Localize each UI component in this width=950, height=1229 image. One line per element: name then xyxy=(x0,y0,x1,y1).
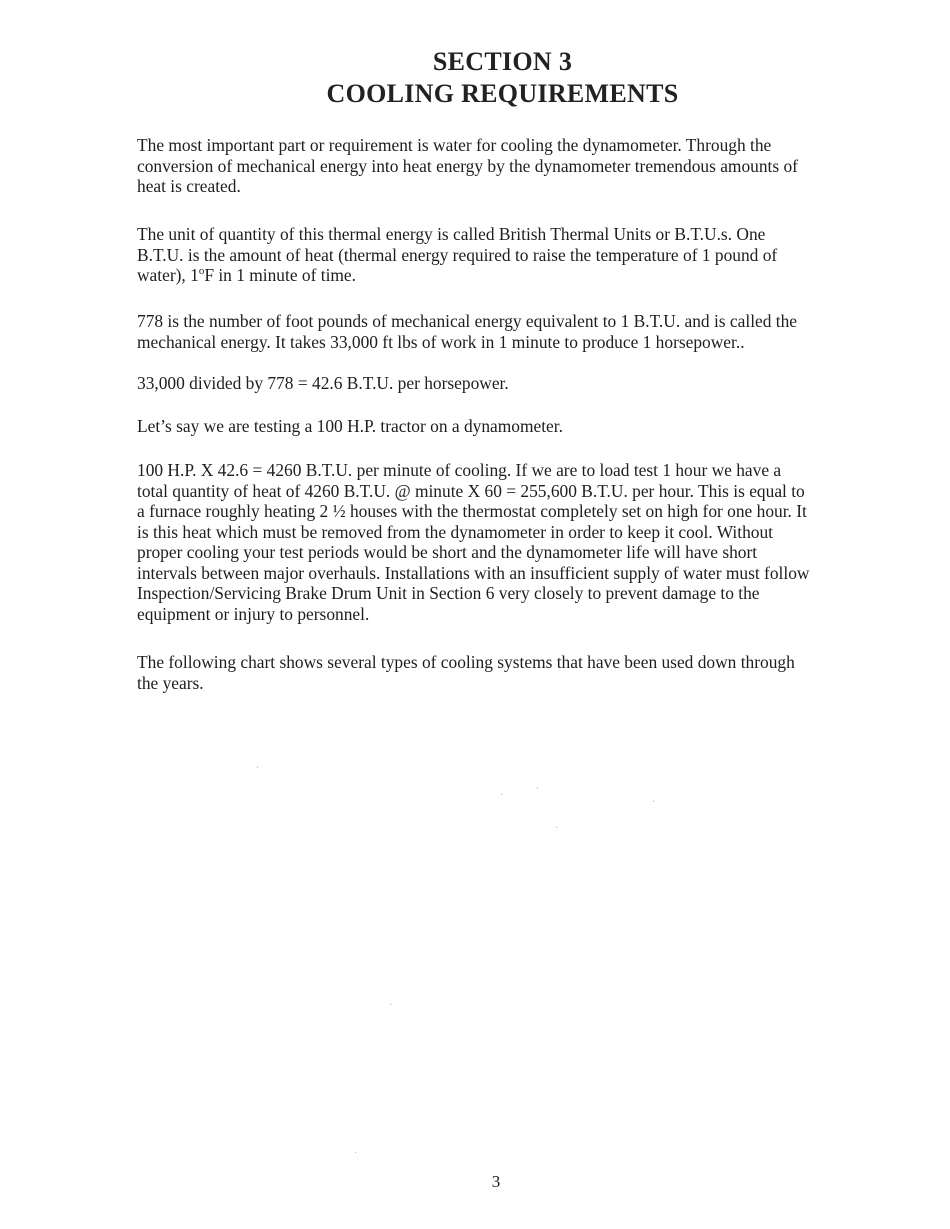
paragraph-tractor-example xyxy=(137,416,872,437)
paragraph-cooling-intro xyxy=(137,135,872,197)
text-fragment: water), 1 xyxy=(137,265,199,285)
scan-speck: · xyxy=(555,823,559,834)
scan-speck: · xyxy=(652,797,656,808)
page-number: 3 xyxy=(491,1172,501,1191)
text-line: 778 is the number of foot pounds of mechanical energy equivalent to 1 B.T.U. and is called the xyxy=(137,311,798,331)
text-line: total quantity of heat of 4260 B.T.U. @ minute X 60 = 255,600 B.T.U. per hour. This is equal to xyxy=(137,480,805,501)
paragraph-btu-per-hp xyxy=(137,373,872,394)
paragraph-foot-pounds xyxy=(137,311,872,352)
text-line: Let’s say we are testing a 100 H.P. tractor on a dynamometer. xyxy=(137,416,563,436)
text-line: conversion of mechanical energy into heat energy by the dynamometer tremendous amounts of xyxy=(137,155,798,176)
scan-speck: · xyxy=(389,1000,393,1011)
text-line: a furnace roughly heating 2 ½ houses with the thermostat completely set on high for one hour. It xyxy=(137,501,807,521)
section-number-heading: SECTION 3 xyxy=(432,47,573,76)
text-line: equipment or injury to personnel. xyxy=(137,603,370,624)
text-line: 100 H.P. X 42.6 = 4260 B.T.U. per minute of cooling. If we are to load test 1 hour we have a xyxy=(137,460,782,480)
section-title-heading: COOLING REQUIREMENTS xyxy=(326,79,679,108)
text-line: mechanical energy. It takes 33,000 ft lbs of work in 1 minute to produce 1 horsepower.. xyxy=(137,331,745,352)
text-line: The most important part or requirement is water for cooling the dynamometer. Through the xyxy=(137,135,772,155)
text-line: B.T.U. is the amount of heat (thermal energy required to raise the temperature of 1 pound of xyxy=(137,244,778,265)
paragraph-load-test-calculation xyxy=(137,460,872,624)
text-line: proper cooling your test periods would be short and the dynamometer life will have short xyxy=(137,542,758,562)
text-line: intervals between major overhauls. Installations with an insufficient supply of water must follow xyxy=(137,562,810,583)
degree-superscript: o xyxy=(198,265,205,278)
text-line: The following chart shows several types of cooling systems that have been used down through xyxy=(137,652,795,672)
text-fragment: F in 1 minute of time. xyxy=(204,265,356,285)
text-line: is this heat which must be removed from the dynamometer in order to keep it cool. Without xyxy=(137,521,774,542)
scan-speck: · xyxy=(256,763,260,774)
scan-speck: · xyxy=(536,784,540,795)
text-line: the years. xyxy=(137,672,204,693)
paragraph-chart-intro xyxy=(137,652,872,693)
paragraph-btu-definition xyxy=(137,224,872,286)
text-line: heat is created. xyxy=(137,176,241,196)
text-line: 33,000 divided by 778 = 42.6 B.T.U. per horsepower. xyxy=(137,373,509,393)
scan-speck: · xyxy=(500,790,504,801)
text-line: The unit of quantity of this thermal energy is called British Thermal Units or B.T.U.s. One xyxy=(137,224,766,244)
scan-speck: · xyxy=(354,1148,358,1159)
text-line xyxy=(137,265,872,286)
text-line: Inspection/Servicing Brake Drum Unit in Section 6 very closely to prevent damage to the xyxy=(137,583,760,603)
